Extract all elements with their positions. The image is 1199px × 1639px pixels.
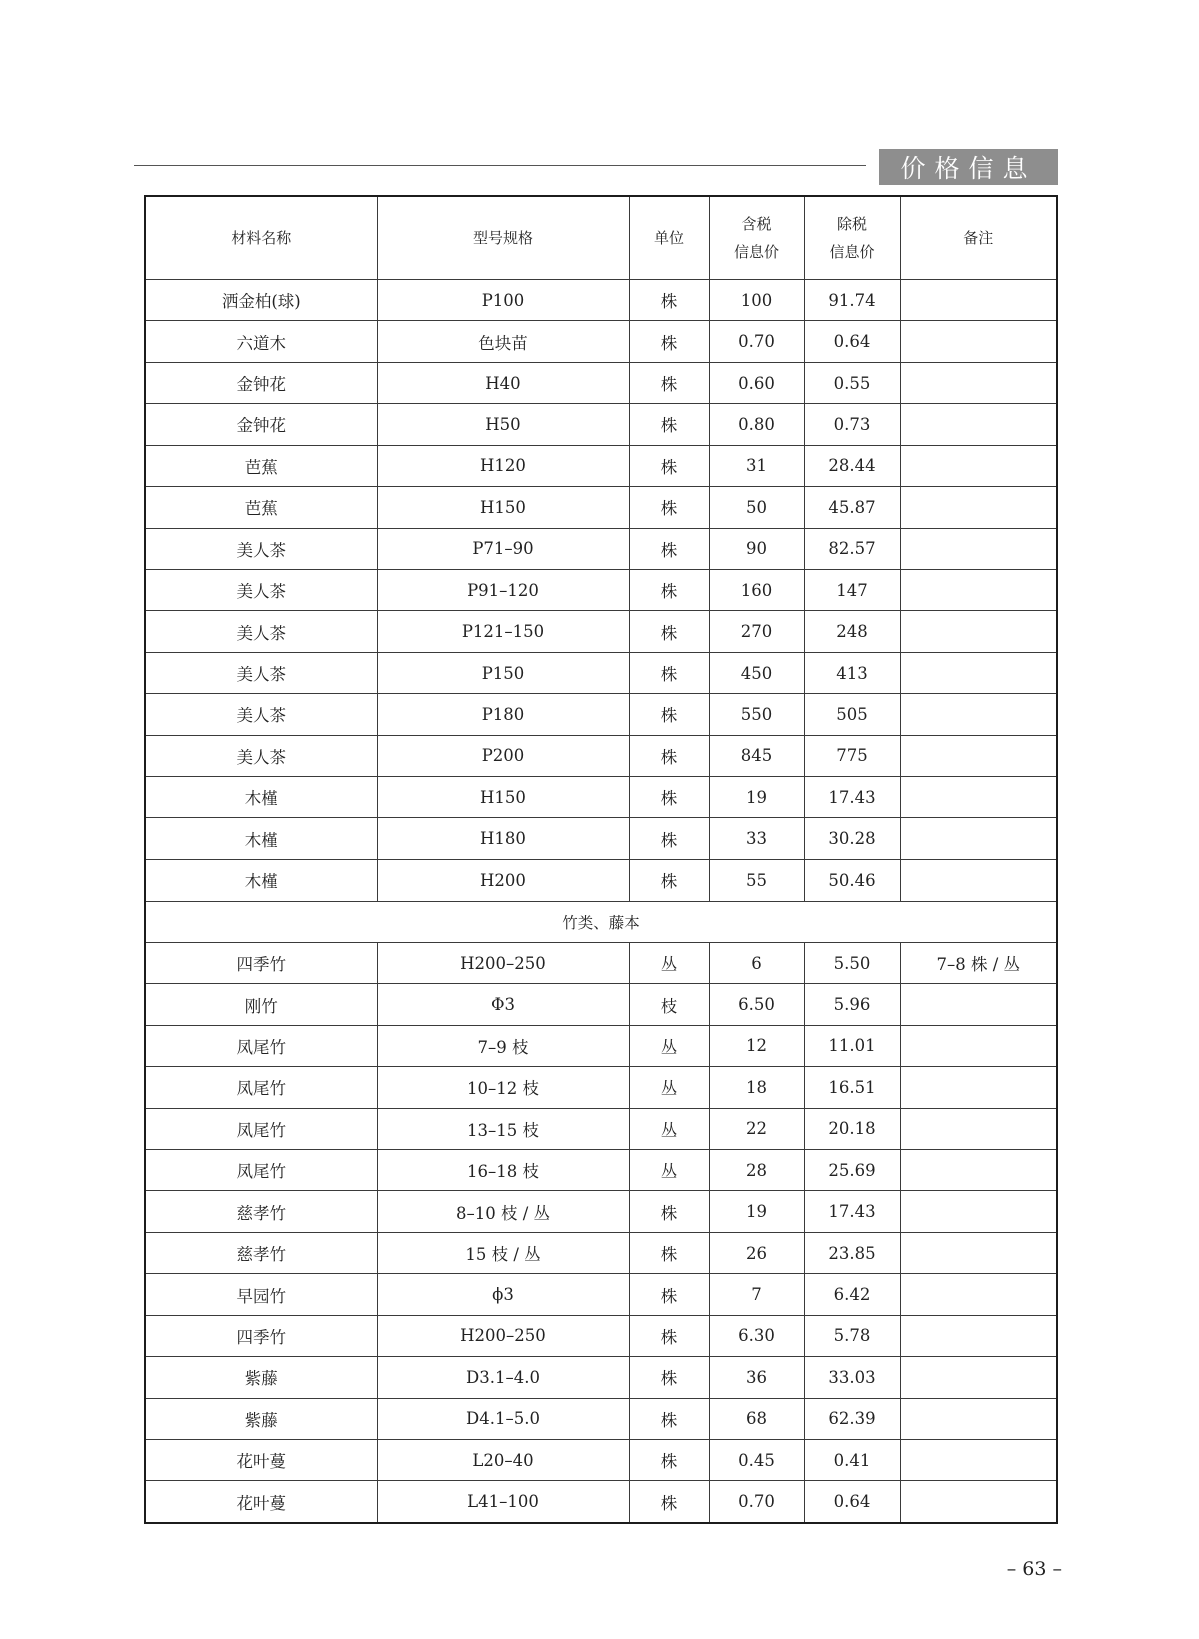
unit-cell: 丛	[629, 1108, 709, 1149]
price-without-tax-cell: 17.43	[804, 1191, 900, 1232]
name-cell: 慈孝竹	[146, 1232, 377, 1273]
spec-cell: H40	[377, 362, 629, 403]
unit-cell: 株	[629, 694, 709, 735]
table-row	[146, 1150, 1056, 1191]
name-cell: 美人茶	[146, 528, 377, 569]
note-cell	[900, 1232, 1056, 1273]
unit-cell: 丛	[629, 1025, 709, 1066]
table-row	[146, 445, 1056, 486]
unit-cell: 株	[629, 280, 709, 321]
table-row	[146, 818, 1056, 859]
note-cell	[900, 1357, 1056, 1398]
unit-cell: 丛	[629, 1150, 709, 1191]
name-cell: 木槿	[146, 818, 377, 859]
spec-cell: 16–18 枝	[377, 1150, 629, 1191]
name-cell: 芭蕉	[146, 487, 377, 528]
unit-cell: 株	[629, 1274, 709, 1315]
section-header-title: 价格信息	[900, 154, 1037, 183]
note-cell	[900, 777, 1056, 818]
price-with-tax-cell: 0.70	[709, 1481, 804, 1522]
unit-cell: 株	[629, 611, 709, 652]
name-cell: 花叶蔓	[146, 1481, 377, 1522]
price-without-tax-cell: 16.51	[804, 1067, 900, 1108]
unit-cell: 株	[629, 487, 709, 528]
price-without-tax-cell: 17.43	[804, 777, 900, 818]
table-row	[146, 280, 1056, 321]
price-with-tax-cell: 6	[709, 942, 804, 983]
price-without-tax-cell: 5.50	[804, 942, 900, 983]
unit-cell: 株	[629, 1315, 709, 1356]
spec-cell: Φ3	[377, 984, 629, 1025]
unit-cell: 株	[629, 818, 709, 859]
spec-cell: P100	[377, 280, 629, 321]
price-with-tax-cell: 33	[709, 818, 804, 859]
price-without-tax-cell: 30.28	[804, 818, 900, 859]
unit-cell: 株	[629, 445, 709, 486]
price-without-tax-cell: 11.01	[804, 1025, 900, 1066]
col-header-note: 备注	[900, 197, 1056, 280]
name-cell: 刚竹	[146, 984, 377, 1025]
col-header-price-with-tax: 含税 信息价	[709, 197, 804, 280]
price-with-tax-cell: 22	[709, 1108, 804, 1149]
unit-cell: 株	[629, 1439, 709, 1480]
price-table	[146, 197, 1056, 1522]
unit-cell: 株	[629, 652, 709, 693]
unit-cell: 株	[629, 321, 709, 362]
spec-cell: P121–150	[377, 611, 629, 652]
note-cell	[900, 818, 1056, 859]
spec-cell: H150	[377, 777, 629, 818]
spec-cell: 色块苗	[377, 321, 629, 362]
price-with-tax-cell: 100	[709, 280, 804, 321]
col-header-name: 材料名称	[146, 197, 377, 280]
unit-cell: 株	[629, 1191, 709, 1232]
price-with-tax-cell: 50	[709, 487, 804, 528]
price-with-tax-cell: 7	[709, 1274, 804, 1315]
unit-cell: 株	[629, 859, 709, 901]
note-cell	[900, 1025, 1056, 1066]
table-row	[146, 1025, 1056, 1066]
spec-cell: H50	[377, 404, 629, 445]
price-without-tax-cell: 505	[804, 694, 900, 735]
name-cell: 凤尾竹	[146, 1150, 377, 1191]
col-header-unit: 单位	[629, 197, 709, 280]
price-with-tax-cell: 19	[709, 777, 804, 818]
table-row	[146, 611, 1056, 652]
price-without-tax-cell: 5.96	[804, 984, 900, 1025]
name-cell: 慈孝竹	[146, 1191, 377, 1232]
page-number: – 63 –	[1006, 1558, 1062, 1580]
price-without-tax-cell: 0.73	[804, 404, 900, 445]
price-with-tax-cell: 0.45	[709, 1439, 804, 1480]
price-with-tax-cell: 55	[709, 859, 804, 901]
spec-cell: P91–120	[377, 569, 629, 610]
price-with-tax-cell: 90	[709, 528, 804, 569]
unit-cell: 丛	[629, 1067, 709, 1108]
note-cell	[900, 1108, 1056, 1149]
spec-cell: 15 枝 / 丛	[377, 1232, 629, 1273]
unit-cell: 丛	[629, 942, 709, 983]
name-cell: 美人茶	[146, 611, 377, 652]
spec-cell: 8–10 枝 / 丛	[377, 1191, 629, 1232]
table-row	[146, 652, 1056, 693]
note-cell	[900, 445, 1056, 486]
note-cell	[900, 1481, 1056, 1522]
spec-cell: H200–250	[377, 942, 629, 983]
name-cell: 四季竹	[146, 942, 377, 983]
table-row	[146, 487, 1056, 528]
name-cell: 四季竹	[146, 1315, 377, 1356]
price-with-tax-cell: 26	[709, 1232, 804, 1273]
note-cell	[900, 1315, 1056, 1356]
name-cell: 木槿	[146, 859, 377, 901]
table-row	[146, 735, 1056, 776]
table-row	[146, 984, 1056, 1025]
name-cell: 六道木	[146, 321, 377, 362]
note-cell	[900, 984, 1056, 1025]
name-cell: 早园竹	[146, 1274, 377, 1315]
note-cell	[900, 1067, 1056, 1108]
price-with-tax-cell: 270	[709, 611, 804, 652]
note-cell	[900, 404, 1056, 445]
unit-cell: 株	[629, 362, 709, 403]
price-without-tax-cell: 147	[804, 569, 900, 610]
col-header-spec: 型号规格	[377, 197, 629, 280]
note-cell	[900, 694, 1056, 735]
price-with-tax-cell: 0.70	[709, 321, 804, 362]
table-row	[146, 1398, 1056, 1439]
spec-cell: H200	[377, 859, 629, 901]
table-row	[146, 859, 1056, 901]
name-cell: 凤尾竹	[146, 1025, 377, 1066]
unit-cell: 株	[629, 404, 709, 445]
note-cell	[900, 735, 1056, 776]
spec-cell: P150	[377, 652, 629, 693]
col-header-price-without-tax: 除税 信息价	[804, 197, 900, 280]
unit-cell: 株	[629, 1398, 709, 1439]
spec-cell: P71–90	[377, 528, 629, 569]
spec-cell: D4.1–5.0	[377, 1398, 629, 1439]
price-without-tax-cell: 91.74	[804, 280, 900, 321]
name-cell: 美人茶	[146, 569, 377, 610]
table-header-row	[146, 197, 1056, 280]
table-row	[146, 1274, 1056, 1315]
price-without-tax-cell: 248	[804, 611, 900, 652]
table-row	[146, 528, 1056, 569]
spec-cell: D3.1–4.0	[377, 1357, 629, 1398]
note-cell	[900, 569, 1056, 610]
spec-cell: P180	[377, 694, 629, 735]
name-cell: 洒金柏(球)	[146, 280, 377, 321]
name-cell: 芭蕉	[146, 445, 377, 486]
price-without-tax-cell: 62.39	[804, 1398, 900, 1439]
price-with-tax-cell: 19	[709, 1191, 804, 1232]
note-cell	[900, 487, 1056, 528]
price-with-tax-cell: 0.80	[709, 404, 804, 445]
name-cell: 美人茶	[146, 694, 377, 735]
note-cell	[900, 859, 1056, 901]
table-row	[146, 1067, 1056, 1108]
spec-cell: H150	[377, 487, 629, 528]
table-row	[146, 1439, 1056, 1480]
name-cell: 凤尾竹	[146, 1067, 377, 1108]
table-row	[146, 942, 1056, 983]
price-with-tax-cell: 450	[709, 652, 804, 693]
table-row	[146, 404, 1056, 445]
note-cell	[900, 362, 1056, 403]
note-cell: 7–8 株 / 丛	[900, 942, 1056, 983]
unit-cell: 株	[629, 1357, 709, 1398]
table-row	[146, 1191, 1056, 1232]
spec-cell: 13–15 枝	[377, 1108, 629, 1149]
price-without-tax-cell: 45.87	[804, 487, 900, 528]
price-without-tax-cell: 33.03	[804, 1357, 900, 1398]
price-with-tax-cell: 68	[709, 1398, 804, 1439]
note-cell	[900, 280, 1056, 321]
note-cell	[900, 528, 1056, 569]
unit-cell: 株	[629, 569, 709, 610]
spec-cell: P200	[377, 735, 629, 776]
note-cell	[900, 611, 1056, 652]
name-cell: 木槿	[146, 777, 377, 818]
table-row	[146, 1481, 1056, 1522]
note-cell	[900, 1150, 1056, 1191]
table-row	[146, 569, 1056, 610]
price-with-tax-cell: 6.50	[709, 984, 804, 1025]
note-cell	[900, 321, 1056, 362]
price-without-tax-cell: 0.41	[804, 1439, 900, 1480]
spec-cell: ϕ3	[377, 1274, 629, 1315]
price-with-tax-cell: 0.60	[709, 362, 804, 403]
note-cell	[900, 1398, 1056, 1439]
price-without-tax-cell: 25.69	[804, 1150, 900, 1191]
spec-cell: H200–250	[377, 1315, 629, 1356]
spec-cell: L20–40	[377, 1439, 629, 1480]
table-row	[146, 1232, 1056, 1273]
price-without-tax-cell: 28.44	[804, 445, 900, 486]
section-title: 竹类、藤本	[146, 901, 1056, 942]
price-without-tax-cell: 5.78	[804, 1315, 900, 1356]
note-cell	[900, 652, 1056, 693]
spec-cell: H180	[377, 818, 629, 859]
price-without-tax-cell: 0.64	[804, 1481, 900, 1522]
price-with-tax-cell: 845	[709, 735, 804, 776]
price-without-tax-cell: 775	[804, 735, 900, 776]
name-cell: 美人茶	[146, 735, 377, 776]
price-with-tax-cell: 160	[709, 569, 804, 610]
price-with-tax-cell: 550	[709, 694, 804, 735]
name-cell: 紫藤	[146, 1357, 377, 1398]
spec-cell: L41–100	[377, 1481, 629, 1522]
unit-cell: 株	[629, 777, 709, 818]
table-row	[146, 777, 1056, 818]
spec-cell: 10–12 枝	[377, 1067, 629, 1108]
price-with-tax-cell: 36	[709, 1357, 804, 1398]
name-cell: 金钟花	[146, 404, 377, 445]
header-rule	[134, 165, 866, 166]
table-row	[146, 1108, 1056, 1149]
price-without-tax-cell: 50.46	[804, 859, 900, 901]
price-without-tax-cell: 20.18	[804, 1108, 900, 1149]
unit-cell: 株	[629, 528, 709, 569]
price-with-tax-cell: 28	[709, 1150, 804, 1191]
name-cell: 紫藤	[146, 1398, 377, 1439]
note-cell	[900, 1191, 1056, 1232]
spec-cell: H120	[377, 445, 629, 486]
table-row	[146, 694, 1056, 735]
section-header-box	[879, 149, 1058, 185]
name-cell: 花叶蔓	[146, 1439, 377, 1480]
price-without-tax-cell: 6.42	[804, 1274, 900, 1315]
unit-cell: 株	[629, 1232, 709, 1273]
price-table-frame	[144, 195, 1058, 1524]
price-with-tax-cell: 12	[709, 1025, 804, 1066]
price-without-tax-cell: 82.57	[804, 528, 900, 569]
price-without-tax-cell: 0.64	[804, 321, 900, 362]
price-without-tax-cell: 413	[804, 652, 900, 693]
unit-cell: 枝	[629, 984, 709, 1025]
unit-cell: 株	[629, 1481, 709, 1522]
section-row	[146, 901, 1056, 942]
spec-cell: 7–9 枝	[377, 1025, 629, 1066]
table-row	[146, 321, 1056, 362]
price-without-tax-cell: 23.85	[804, 1232, 900, 1273]
price-with-tax-cell: 6.30	[709, 1315, 804, 1356]
price-with-tax-cell: 18	[709, 1067, 804, 1108]
note-cell	[900, 1274, 1056, 1315]
table-row	[146, 362, 1056, 403]
unit-cell: 株	[629, 735, 709, 776]
name-cell: 美人茶	[146, 652, 377, 693]
name-cell: 凤尾竹	[146, 1108, 377, 1149]
price-without-tax-cell: 0.55	[804, 362, 900, 403]
price-with-tax-cell: 31	[709, 445, 804, 486]
note-cell	[900, 1439, 1056, 1480]
name-cell: 金钟花	[146, 362, 377, 403]
table-row	[146, 1315, 1056, 1356]
table-row	[146, 1357, 1056, 1398]
